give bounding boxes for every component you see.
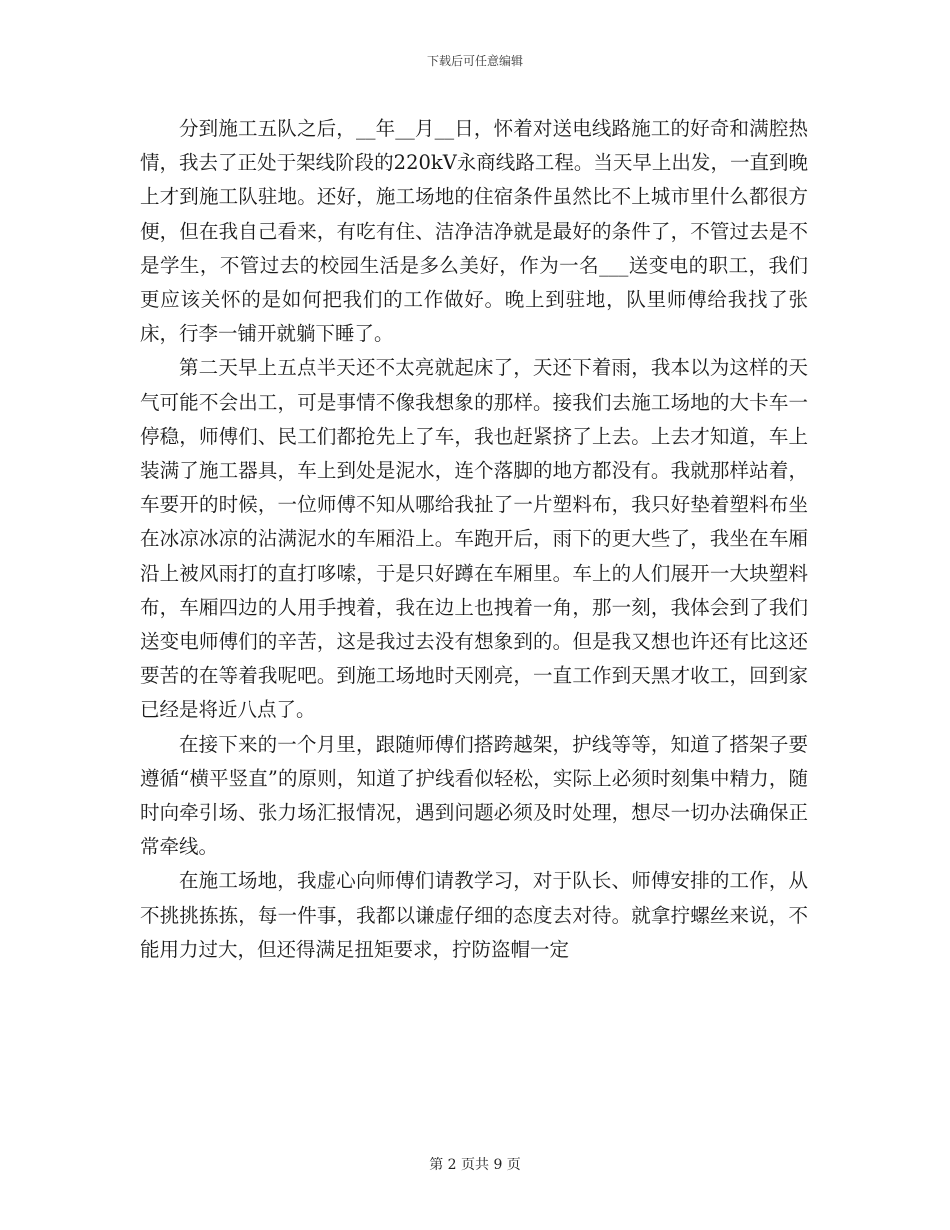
paragraph-1: 分到施工五队之后，__年__月__日，怀着对送电线路施工的好奇和满腔热情，我去了正处于架线阶段的220kV永商线路工程。当天早上出发，一直到晚上才到施工队驻地。还好，施工场地的住宿条件虽然比不上城市里什么都很方便，但在我自己看来，有吃有住、洁净洁净就是最好的条件了，不管过去是不是学生，不管过去的校园生活是多么美好，作为一名___送变电的职工，我们更应该关怀的是如何把我们的工作做好。晚上到驻地，队里师傅给我找了张床，行李一铺开就躺下睡了。 [140,117,808,346]
paragraph-3: 在接下来的一个月里，跟随师傅们搭跨越架，护线等等，知道了搭架子要遵循“横平竖直”的原则，知道了护线看似轻松，实际上必须时刻集中精力，随时向牵引场、张力场汇报情况，遇到问题必须及时处理，想尽一切办法确保正常牵线。 [140,732,808,859]
document-body [140,112,808,967]
page-header: 下载后可任意编辑 [426,54,523,68]
paragraph-2: 第二天早上五点半天还不太亮就起床了，天还下着雨，我本以为这样的天气可能不会出工，可是事情不像我想象的那样。接我们去施工场地的大卡车一停稳，师傅们、民工们都抢先上了车，我也赶紧挤了上去。上去才知道，车上装满了施工器具，车上到处是泥水，连个落脚的地方都没有。我就那样站着，车要开的时候，一位师傅不知从哪给我扯了一片塑料布，我只好垫着塑料布坐在冰凉冰凉的沾满泥水的车厢沿上。车跑开后，雨下的更大些了，我坐在车厢沿上被风雨打的直打哆嗦，于是只好蹲在车厢里。车上的人们展开一大块塑料布，车厢四边的人用手拽着，我在边上也拽着一角，那一刻，我体会到了我们送变电师傅们的辛苦，这是我过去没有想象到的。但是我又想也许还有比这还要苦的在等着我呢吧。到施工场地时天刚亮，一直工作到天黑才收工，回到家已经是将近八点了。 [140,356,808,722]
paragraph-4: 在施工场地，我虚心向师傅们请教学习，对于队长、师傅安排的工作，从不挑挑拣拣，每一件事，我都以谦虚仔细的态度去对待。就拿拧螺丝来说，不能用力过大，但还得满足扭矩要求，拧防盗帽一定 [140,869,808,961]
page-number: 第 2 页共 9 页 [429,1157,521,1173]
